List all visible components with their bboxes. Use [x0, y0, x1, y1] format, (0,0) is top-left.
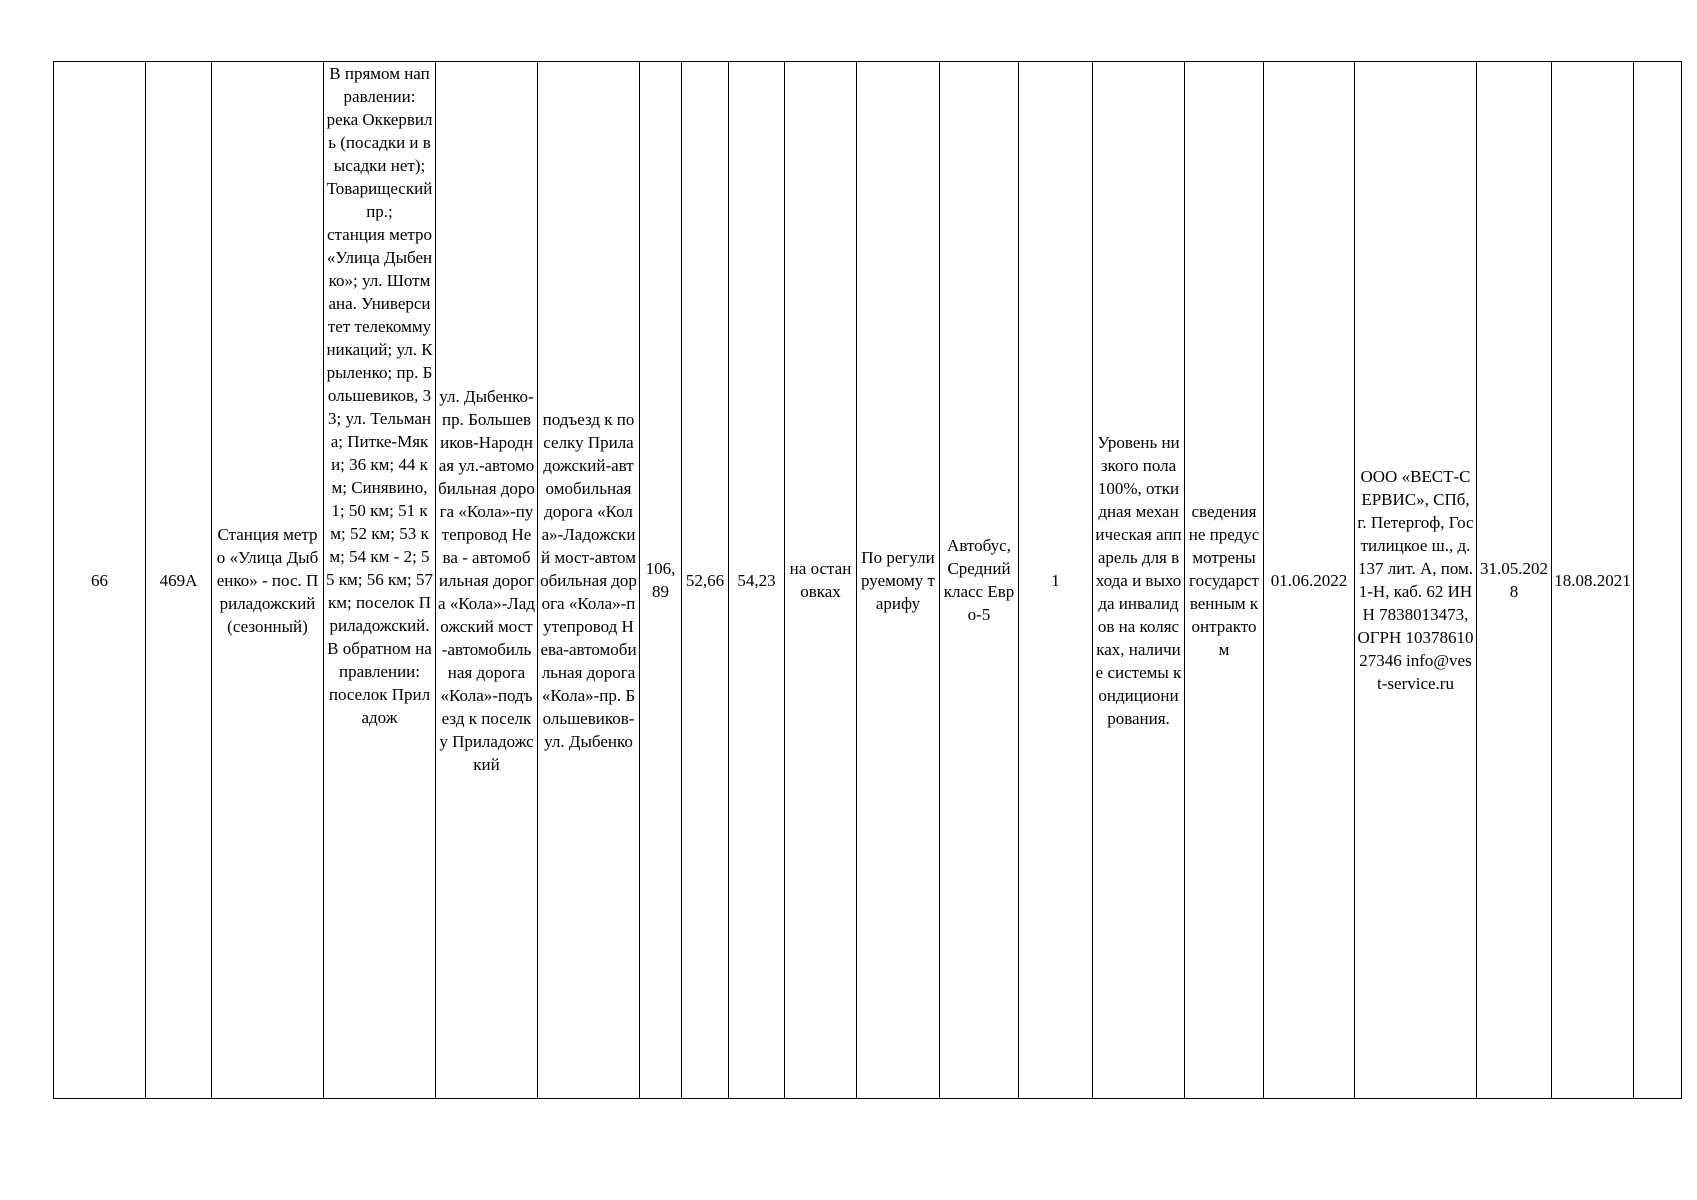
- length-forward-cell: 52,66: [682, 62, 729, 1099]
- vehicle-count-cell: 1: [1019, 62, 1093, 1099]
- tariff-cell: По регулируемому тарифу: [857, 62, 940, 1099]
- route-registry-table: [53, 61, 1682, 1099]
- vehicle-type-cell: Автобус, Средний класс Евро-5: [940, 62, 1019, 1099]
- start-date-cell: 01.06.2022: [1264, 62, 1355, 1099]
- empty-cell: [1634, 62, 1682, 1099]
- contract-cell: сведения не предусмотрены государственным контрактом: [1185, 62, 1264, 1099]
- streets-forward-cell: ул. Дыбенко-пр. Большевиков-Народная ул.-автомобильная дорога «Кола»-путепровод Нева - автомобильная дорога «Кола»-Ладожский мост-автомобильная дорога «Кола»-подъезд к поселку Приладожский: [436, 62, 538, 1099]
- length-total-cell: 106,89: [640, 62, 682, 1099]
- boarding-order-cell: на остановках: [785, 62, 857, 1099]
- end-date-cell: 31.05.2028: [1477, 62, 1552, 1099]
- route-number-cell: 469А: [146, 62, 212, 1099]
- equipment-cell: Уровень низкого пола 100%, откидная механическая аппарель для входа и выхода инвалидов на колясках, наличие системы кондиционирования.: [1093, 62, 1185, 1099]
- reg-date-cell: 18.08.2021: [1552, 62, 1634, 1099]
- route-name-cell: Станция метро «Улица Дыбенко» - пос. Приладожский (сезонный): [212, 62, 324, 1099]
- length-backward-cell: 54,23: [729, 62, 785, 1099]
- streets-backward-cell: подъезд к поселку Приладожский-автомобильная дорога «Кола»-Ладожский мост-автомобильная дорога «Кола»-путепровод Нева-автомобильная дорога «Кола»-пр. Большевиков- ул. Дыбенко: [538, 62, 640, 1099]
- carrier-cell: ООО «ВЕСТ-СЕРВИС», СПб, г. Петергоф, Гостилицкое ш., д. 137 лит. А, пом. 1-Н, каб. 62 ИНН 7838013473, ОГРН 1037861027346 info@vest-service.ru: [1355, 62, 1477, 1099]
- table-row: [54, 62, 1682, 1099]
- row-number-cell: 66: [54, 62, 146, 1099]
- stops-cell: В прямом направлении: река Оккервиль (посадки и высадки нет); Товарищеский пр.; станция метро «Улица Дыбенко»; ул. Шотмана. Университет телекоммуникаций; ул. Крыленко; пр. Большевиков, 33; ул. Тельмана; Питке-Мяки; 36 км; 44 км; Синявино, 1; 50 км; 51 км; 52 км; 53 км; 54 км - 2; 55 км; 56 км; 57 км; поселок Приладожский. В обратном направлении: поселок Приладож: [324, 62, 436, 1099]
